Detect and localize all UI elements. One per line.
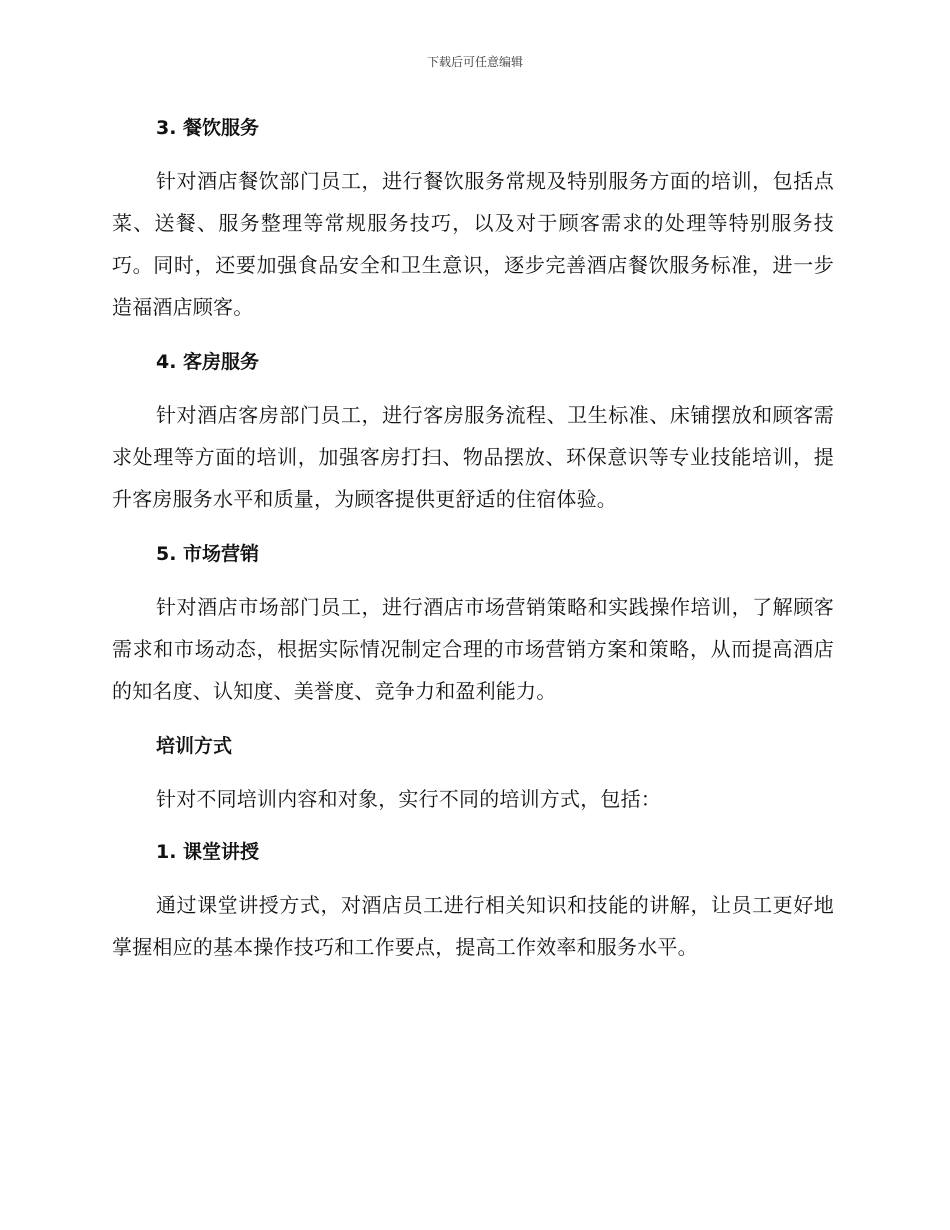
section-body-catering: 针对酒店餐饮部门员工，进行餐饮服务常规及特别服务方面的培训，包括点菜、送餐、服务整理等常规服务技巧，以及对于顾客需求的处理等特别服务技巧。同时，还要加强食品安全和卫生意识，逐步完善酒店餐饮服务标准，进一步造福酒店顾客。 <box>112 169 834 319</box>
section-body-training-method: 针对不同培训内容和对象，实行不同的培训方式，包括： <box>156 787 661 811</box>
section-heading-training-method: 培训方式 <box>156 735 233 757</box>
document-body <box>112 108 834 968</box>
section-body-lecture: 通过课堂讲授方式，对酒店员工进行相关知识和技能的讲解，让员工更好地掌握相应的基本操作技巧和工作要点，提高工作效率和服务水平。 <box>112 893 834 959</box>
section-body-housekeeping: 针对酒店客房部门员工，进行客房服务流程、卫生标准、床铺摆放和顾客需求处理等方面的培训，加强客房打扫、物品摆放、环保意识等专业技能培训，提升客房服务水平和质量，为顾客提供更舒适的住宿体验。 <box>112 403 834 511</box>
section-heading-housekeeping: 4. 客房服务 <box>156 351 260 373</box>
section-heading-marketing: 5. 市场营销 <box>156 543 260 565</box>
section-heading-catering: 3. 餐饮服务 <box>156 117 260 139</box>
header-note: 下载后可任意编辑 <box>426 55 523 69</box>
section-heading-lecture: 1. 课堂讲授 <box>156 841 260 863</box>
section-body-marketing: 针对酒店市场部门员工，进行酒店市场营销策略和实践操作培训，了解顾客需求和市场动态，根据实际情况制定合理的市场营销方案和策略，从而提高酒店的知名度、认知度、美誉度、竞争力和盈利能力。 <box>112 595 834 703</box>
